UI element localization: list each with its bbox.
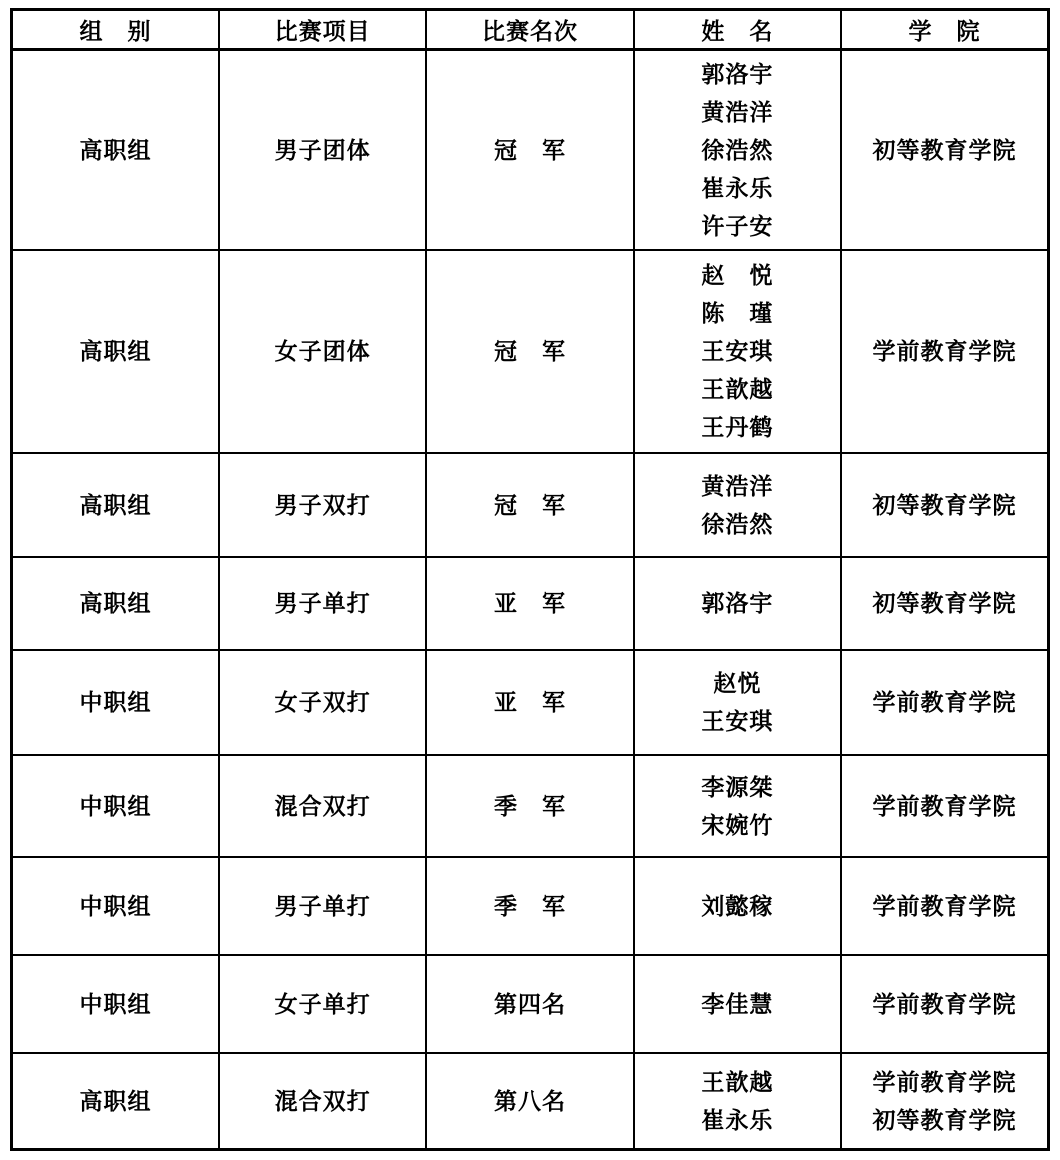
names-cell: [634, 755, 841, 857]
name-line: 郭洛宇: [701, 60, 774, 87]
event-cell: [219, 1053, 426, 1150]
name-line: 刘懿稼: [701, 892, 774, 919]
names-cell: [634, 50, 841, 250]
group-label: 中职组: [79, 792, 152, 819]
group-cell: [12, 755, 219, 857]
college-cell: [841, 250, 1048, 453]
name-line: 徐浩然: [701, 510, 774, 537]
name-line: 王丹鹤: [701, 414, 774, 440]
event-cell: [219, 857, 426, 955]
group-label: 中职组: [79, 689, 152, 715]
rank-cell: [426, 557, 633, 650]
event-cell: [219, 250, 426, 453]
college-line: 学前教育学院: [872, 689, 1017, 715]
group-label: 高职组: [79, 338, 152, 364]
column-header-event: 比赛项目: [219, 10, 426, 50]
rank-label: 第八名: [493, 1087, 566, 1114]
rank-cell: [426, 755, 633, 857]
event-label: 男子双打: [274, 491, 371, 518]
event-cell: [219, 755, 426, 857]
column-header-group: 组 别: [12, 10, 219, 50]
college-line: 学前教育学院: [872, 338, 1017, 364]
rank-label: 季 军: [493, 792, 566, 819]
event-label: 混合双打: [274, 792, 371, 819]
rank-cell: [426, 1053, 633, 1150]
event-label: 男子团体: [274, 136, 371, 163]
event-cell: [219, 50, 426, 250]
names-cell: [634, 857, 841, 955]
rank-label: 冠 军: [493, 136, 566, 163]
group-label: 中职组: [79, 892, 152, 919]
college-cell: [841, 453, 1048, 557]
rank-cell: [426, 650, 633, 755]
name-line: 赵 悦: [701, 262, 774, 288]
college-line: 学前教育学院: [872, 792, 1017, 819]
column-header-college: 学 院: [841, 10, 1048, 50]
name-line: 崔永乐: [701, 174, 774, 201]
group-label: 高职组: [79, 136, 152, 163]
table-row: [12, 453, 1049, 557]
group-cell: [12, 50, 219, 250]
name-line: 黄浩洋: [701, 472, 774, 499]
name-line: 徐浩然: [701, 136, 774, 163]
rank-label: 冠 军: [493, 338, 566, 364]
column-header-rank: 比赛名次: [426, 10, 633, 50]
name-line: 陈 瑾: [701, 300, 774, 326]
college-line: 初等教育学院: [872, 136, 1017, 163]
table-row: [12, 650, 1049, 755]
name-line: 崔永乐: [701, 1106, 774, 1133]
college-cell: [841, 50, 1048, 250]
event-label: 女子团体: [274, 338, 371, 364]
group-cell: [12, 453, 219, 557]
group-cell: [12, 557, 219, 650]
names-cell: [634, 955, 841, 1053]
rank-label: 第四名: [493, 990, 566, 1017]
rank-label: 亚 军: [493, 590, 566, 616]
group-cell: [12, 650, 219, 755]
college-cell: [841, 650, 1048, 755]
event-label: 男子单打: [274, 590, 371, 616]
name-line: 郭洛宇: [701, 590, 774, 616]
names-cell: [634, 453, 841, 557]
event-label: 男子单打: [274, 892, 371, 919]
group-label: 高职组: [79, 491, 152, 518]
college-line: 学前教育学院: [872, 892, 1017, 919]
table-row: [12, 857, 1049, 955]
college-cell: [841, 755, 1048, 857]
event-label: 女子单打: [274, 990, 371, 1017]
college-cell: [841, 557, 1048, 650]
names-cell: [634, 650, 841, 755]
rank-cell: [426, 250, 633, 453]
rank-cell: [426, 50, 633, 250]
table-header-row: [12, 10, 1049, 50]
table-row: [12, 955, 1049, 1053]
name-line: 王歆越: [701, 1068, 774, 1095]
names-cell: [634, 1053, 841, 1150]
college-cell: [841, 857, 1048, 955]
name-line: 王安琪: [701, 708, 774, 734]
rank-label: 亚 军: [493, 689, 566, 715]
event-cell: [219, 453, 426, 557]
college-line: 学前教育学院: [872, 1068, 1017, 1095]
table-row: [12, 1053, 1049, 1150]
event-label: 混合双打: [274, 1087, 371, 1114]
college-cell: [841, 1053, 1048, 1150]
name-line: 王安琪: [701, 338, 774, 364]
college-line: 初等教育学院: [872, 590, 1017, 616]
name-line: 李佳慧: [701, 990, 774, 1017]
event-cell: [219, 557, 426, 650]
name-line: 宋婉竹: [701, 811, 774, 838]
group-label: 高职组: [79, 1087, 152, 1114]
rank-cell: [426, 955, 633, 1053]
table-row: [12, 50, 1049, 250]
table-body: [12, 50, 1049, 1150]
table-row: [12, 557, 1049, 650]
rank-cell: [426, 453, 633, 557]
name-line: 赵悦: [713, 670, 762, 696]
group-cell: [12, 250, 219, 453]
group-cell: [12, 955, 219, 1053]
college-line: 学前教育学院: [872, 990, 1017, 1017]
column-header-name: 姓 名: [634, 10, 841, 50]
rank-cell: [426, 857, 633, 955]
name-line: 李源桀: [701, 773, 774, 800]
rank-label: 冠 军: [493, 491, 566, 518]
event-cell: [219, 650, 426, 755]
table-row: [12, 250, 1049, 453]
event-label: 女子双打: [274, 689, 371, 715]
college-line: 初等教育学院: [872, 491, 1017, 518]
college-line: 初等教育学院: [872, 1106, 1017, 1133]
name-line: 王歆越: [701, 376, 774, 402]
rank-label: 季 军: [493, 892, 566, 919]
group-label: 高职组: [79, 590, 152, 616]
event-cell: [219, 955, 426, 1053]
names-cell: [634, 250, 841, 453]
table-row: [12, 755, 1049, 857]
group-label: 中职组: [79, 990, 152, 1017]
group-cell: [12, 857, 219, 955]
name-line: 许子安: [701, 212, 774, 239]
name-line: 黄浩洋: [701, 98, 774, 125]
group-cell: [12, 1053, 219, 1150]
competition-results-table: [10, 8, 1050, 1151]
names-cell: [634, 557, 841, 650]
college-cell: [841, 955, 1048, 1053]
